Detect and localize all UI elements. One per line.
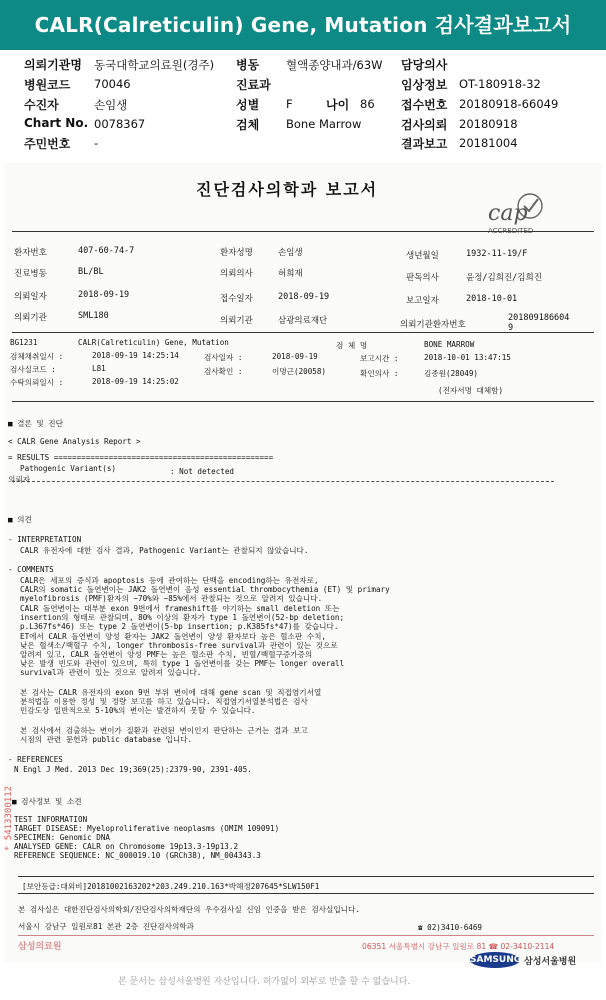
receipt-value: 20180918-66049: [459, 97, 559, 111]
org-patient-label: 의뢰기관환자번호: [400, 320, 466, 330]
specimen-name-value: BONE MARROW: [424, 340, 475, 349]
comment-line-3: myelofibrosis (PMF)환자의 ~70%와 ~85%에서 관찰되는 것으로 알려져 있습니다.: [20, 594, 323, 603]
specimen-name-label: 검 체 명: [336, 341, 368, 350]
samsung-logo: SAMSUNG: [470, 952, 520, 968]
request-info-header: [0, 50, 606, 152]
test-code: BG1231: [10, 338, 38, 347]
test-name: CALR(Calreticulin) Gene, Mutation: [78, 338, 229, 347]
chart-no-label: Chart No.: [24, 116, 89, 130]
footer-notice: 본 문서는 삼성서울병원 자산입니다. 허가없이 외부로 반출 할 수 없습니다.: [118, 977, 411, 987]
esign-note: (전자서명 대체함): [438, 386, 504, 395]
comment-line-11: survival과 관련이 있는 것으로 알려져 있습니다.: [20, 668, 202, 677]
comments-title: - COMMENTS: [8, 565, 54, 574]
resident-no-label: 주민번호: [24, 137, 71, 151]
resident-no-value: -: [94, 136, 99, 150]
test-info-title: TEST INFORMATION: [14, 815, 88, 824]
target-disease: TARGET DISEASE: Myeloproliferative neoplasms (OMIM 109091): [14, 824, 280, 833]
ward-value: 혈액종양내과/63W: [286, 58, 383, 72]
ward-label: 병동: [236, 58, 260, 72]
collect-value: 2018-09-19 14:25:14: [92, 351, 179, 360]
results-line: = RESULTS ================================================: [8, 453, 274, 462]
report-date-label: 결과보고: [401, 137, 448, 151]
request-date-value: 20180918: [459, 117, 518, 131]
patient-name-label: 환자성명: [220, 248, 253, 258]
footer-left-logo: 삼성의료원: [18, 942, 62, 952]
interpretation-text: CALR 유전자에 대한 검사 결과, Pathogenic Variant는 관찰되지 않았습니다.: [20, 546, 309, 555]
sex-label: 성별: [236, 98, 260, 112]
comment-line-9: 알려져 있고, CALR 돌연변이 양성 PMF는 높은 혈소판 수치, 빈혈/백혈구증가증의: [20, 650, 313, 659]
received-value: 2018-09-19 14:25:02: [92, 377, 179, 386]
comment-line-15: 본 검사에서 검출하는 변이가 질환과 관련된 변이인지 판단하는 근거는 결과 보고: [20, 726, 308, 735]
comment-line-16: 시점의 관련 문헌과 public database 입니다.: [20, 735, 193, 744]
pathogenic-value: : Not detected: [170, 467, 235, 476]
org2-label: 의뢰기관: [220, 316, 253, 326]
test-date-value: 2018-09-19: [272, 352, 318, 361]
recv-date-value: 2018-09-19: [278, 292, 330, 302]
hospital-code-value: 70046: [94, 77, 131, 91]
checker-value: 이명근(20058): [272, 367, 327, 376]
receipt-label: 접수번호: [401, 98, 448, 112]
references-title: - REFERENCES: [8, 755, 63, 764]
comment-line-2: CALR의 somatic 돌연변이는 JAK2 돌연변이 음성 essential thrombocythemia (ET) 및 primary: [20, 585, 390, 594]
req-doctor-value: 허희재: [278, 269, 303, 279]
report-time-value: 2018-10-01 13:47:15: [424, 353, 511, 362]
req-doctor-label: 의뢰의사: [220, 269, 253, 279]
readers-label: 판독의사: [406, 273, 439, 283]
pathogenic-label: Pathogenic Variant(s): [20, 464, 117, 473]
institution-value: 동국대학교의료원(경주): [94, 58, 215, 72]
clinical-info-label: 임상정보: [401, 78, 448, 92]
hospital-code-label: 병원코드: [24, 78, 71, 92]
cap-sub-text: ACCREDITED: [488, 227, 534, 235]
org-label: 의뢰기관: [14, 313, 47, 323]
ward-value-2: BL/BL: [78, 267, 104, 277]
specimen-type: SPECIMEN: Genomic DNA: [14, 833, 111, 842]
reference-1: N Engl J Med. 2013 Dec 19;369(25):2379-90, 2391-405.: [14, 765, 252, 774]
recv-date-label: 접수일자: [220, 294, 253, 304]
gene-report-title: < CALR Gene Analysis Report >: [8, 437, 141, 446]
comment-line-12: 본 검사는 CALR 유전자의 exon 9번 부위 변이에 대해 gene scan 및 직접염기서열: [20, 688, 322, 697]
ward-label-2: 진료병동: [14, 269, 47, 279]
req-date-label: 의뢰일자: [14, 292, 47, 302]
test-date-label: 검사일자 :: [204, 353, 243, 362]
report-title: 진단검사의학과 보고서: [196, 180, 379, 199]
lab-code-value: L81: [92, 364, 106, 373]
requester-label: 의뢰자: [8, 475, 31, 484]
comment-line-4: CALR 돌연변이는 대부분 exon 9번에서 frameshift를 야기하는 small deletion 또는: [20, 604, 340, 613]
print-info-line: [보안등급:대외비]20181002163202*203.249.210.163*박해정207645*SLW150F1: [22, 882, 320, 891]
certification-line: 본 검사실은 대한진단검사의학회/진단검사의학재단의 우수검사실 신임 인증을 받은 검사실입니다.: [18, 905, 360, 914]
req-date-value: 2018-09-19: [78, 290, 130, 300]
org-patient-value-1: 201809186604: [508, 313, 570, 323]
comment-line-13: 분석법을 이용한 정성 및 정량 보고를 하고 있습니다. 직접염기서열분석법은 검사: [20, 697, 308, 706]
scanned-report-sheet: [4, 163, 602, 967]
comment-line-5: insertion의 형태로 관찰되며, 80% 이상의 환자가 type 1 돌연변이(52-bp deletion;: [20, 613, 345, 622]
confirmer-label: 확인의사 :: [360, 369, 399, 378]
doctor-label: 담당의사: [401, 58, 448, 72]
sex-value: F: [286, 97, 293, 111]
specimen-value: Bone Marrow: [286, 117, 362, 131]
lab-code-label: 검사실코드 :: [10, 365, 56, 374]
comment-line-10: 낮은 발생 빈도와 관련이 있으며, 특히 type 1 돌연변이를 갖는 PMF는 longer overall: [20, 659, 345, 668]
confirmer-value: 김종원(28049): [424, 369, 479, 378]
birth-value: 1932-11-19/F: [466, 249, 528, 259]
received-label: 수탁의뢰일시 :: [10, 378, 64, 387]
collect-label: 검체채취일시 :: [10, 352, 64, 361]
comment-line-6: p.L367fs*46) 또는 type 2 돌연변이(5-bp insertion; p.K385fs*47)를 갖습니다.: [20, 622, 339, 631]
patient-label: 수진자: [24, 98, 59, 112]
interpretation-title: - INTERPRETATION: [8, 535, 82, 544]
report-date-value-2: 2018-10-01: [466, 294, 518, 304]
patient-name-value: 손임생: [278, 248, 303, 258]
dept-label: 진료과: [236, 78, 271, 92]
lab-phone: ☎ 02)3410-6469: [418, 923, 483, 932]
opinion-section-title: ■ 의견: [8, 515, 32, 524]
conclusion-section-title: ■ 결론 및 진단: [8, 419, 63, 428]
patient-value: 손임생: [94, 98, 128, 112]
org2-value: 삼광의료재단: [278, 316, 328, 326]
checker-label: 검사확인 :: [204, 367, 243, 376]
report-time-label: 보고시간 :: [360, 354, 399, 363]
footer-right-logo: 삼성서울병원: [524, 957, 577, 967]
report-date-value: 20181004: [459, 136, 518, 150]
institution-label: 의뢰기관명: [24, 58, 82, 72]
birth-label: 생년월일: [406, 251, 439, 261]
request-date-label: 검사의뢰: [401, 118, 448, 132]
org-patient-value-2: 9: [508, 323, 514, 333]
analysed-gene: ANALYSED GENE: CALR on Chromosome 19p13.3-19p13.2: [14, 842, 239, 851]
patient-no-label: 환자번호: [14, 248, 47, 258]
patient-no-value: 407-60-74-7: [78, 246, 135, 256]
chart-no-value: 0078367: [94, 117, 146, 131]
comment-line-8: 낮은 혈색소/백혈구 수치, longer thrombosis-free survival과 관련이 있는 것으로: [20, 641, 338, 650]
comment-line-1: CALR은 세포의 증식과 apoptosis 등에 관여하는 단백을 encoding하는 유전자로,: [20, 576, 319, 585]
clinical-info-value: OT-180918-32: [459, 77, 541, 91]
comment-line-7: ET에서 CALR 돌연변이 양성 환자는 JAK2 돌연변이 양성 환자보다 높은 혈소판 수치,: [20, 632, 326, 641]
comment-line-14: 민감도상 일반적으로 5-10%의 변이는 발견하지 못할 수 있습니다.: [20, 706, 256, 715]
footer-address: 06351 서울특별시 강남구 일원로 81 ☎ 02-3410-2114: [362, 942, 555, 951]
age-value: 86: [360, 97, 375, 111]
specimen-label: 검체: [236, 118, 260, 132]
side-barcode-stamp: * 5413300112: [4, 785, 14, 851]
cap-text: cap: [488, 201, 528, 226]
readers-value: 윤정/김희진/김희진: [466, 273, 542, 283]
reference-sequence: REFERENCE SEQUENCE: NC_000019.10 (GRCh38), NM_004343.3: [14, 851, 261, 860]
test-info-section-title: ■ 검사정보 및 소견: [12, 797, 82, 806]
report-banner-title: CALR(Calreticulin) Gene, Mutation 검사결과보고서: [0, 0, 606, 50]
lab-address: 서울시 강남구 일원로81 본관 2층 진단검사의학과: [18, 922, 194, 931]
org-value: SML180: [78, 311, 109, 321]
report-date-label-2: 보고일자: [406, 296, 439, 306]
age-label: 나이: [326, 98, 350, 112]
